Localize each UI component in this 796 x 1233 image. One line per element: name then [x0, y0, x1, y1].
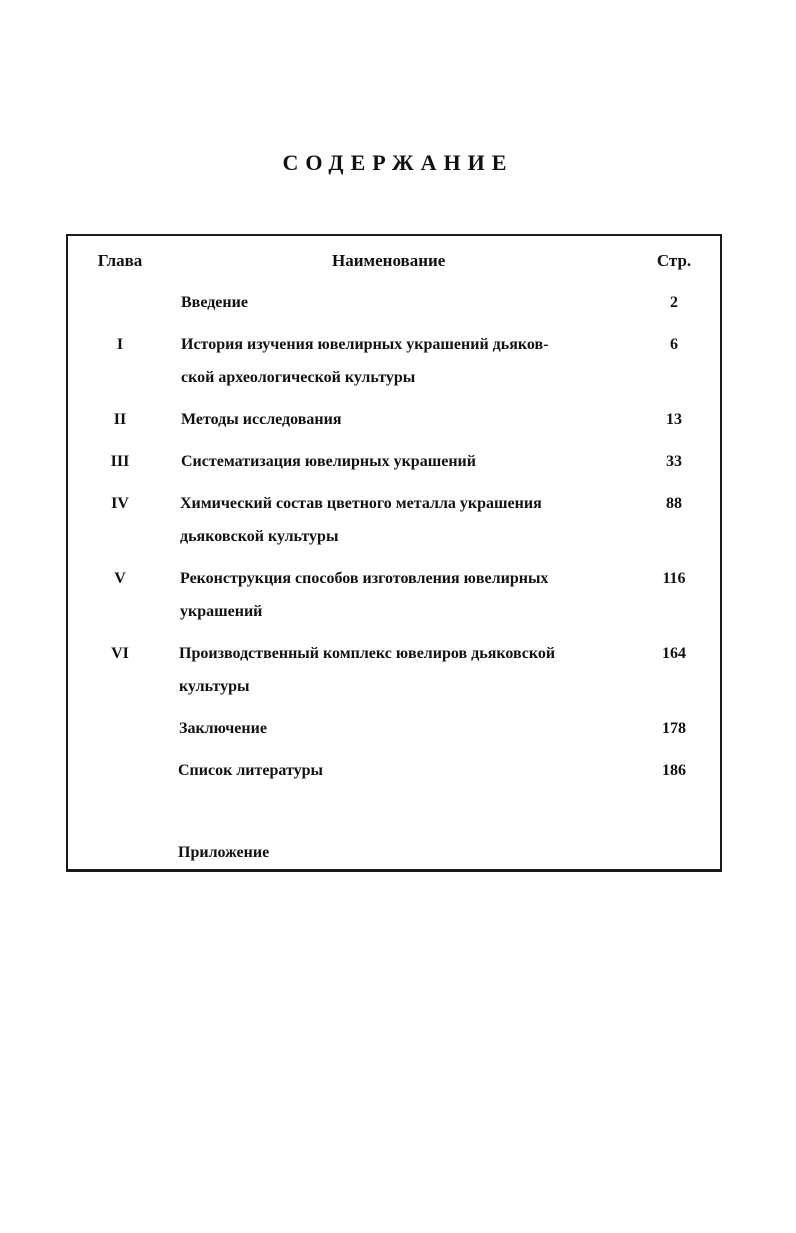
toc-entry-title: Реконструкция способов изготовления ювелирных	[180, 570, 549, 587]
toc-entry-title: История изучения ювелирных украшений дьяков-	[181, 336, 549, 353]
toc-entry-title: Введение	[181, 294, 248, 311]
toc-entry-title: Список литературы	[178, 762, 323, 779]
toc-entry-page: 13	[666, 411, 682, 428]
toc-entry-chapter: III	[110, 453, 130, 470]
toc-entry-title-cont: ской археологической культуры	[181, 369, 416, 386]
toc-entry-chapter: IV	[111, 495, 129, 512]
toc-entry-chapter: I	[116, 336, 124, 353]
toc-table	[66, 234, 722, 872]
toc-entry-title: Приложение	[178, 844, 270, 861]
toc-entry-title: Химический состав цветного металла украшения	[180, 495, 542, 512]
toc-entry-page: 33	[666, 453, 682, 470]
toc-entry-title: Заключение	[179, 720, 267, 737]
toc-entry-title-cont: культуры	[179, 678, 250, 695]
toc-entry-chapter: V	[114, 570, 126, 587]
toc-entry-page: 178	[662, 720, 686, 737]
header-chapter: Глава	[97, 251, 143, 270]
header-page: Стр.	[656, 251, 692, 270]
toc-entry-page: 164	[662, 645, 686, 662]
toc-entry-chapter: II	[113, 411, 127, 428]
toc-entry-page: 116	[662, 570, 686, 587]
toc-entry-title-cont: украшений	[180, 603, 263, 620]
toc-entry-page: 2	[670, 294, 678, 311]
toc-entry-title: Производственный комплекс ювелиров дьяковской	[179, 645, 556, 662]
toc-entry-page: 6	[670, 336, 678, 353]
header-name: Наименование	[332, 251, 446, 270]
toc-entry-page: 186	[662, 762, 686, 779]
toc-entry-title: Систематизация ювелирных украшений	[181, 453, 476, 470]
toc-entry-chapter: VI	[111, 645, 129, 662]
page-title: СОДЕРЖАНИЕ	[282, 150, 514, 175]
toc-entry-page: 88	[666, 495, 682, 512]
toc-entry-title: Методы исследования	[181, 411, 342, 428]
toc-entry-title-cont: дьяковской культуры	[180, 528, 339, 545]
